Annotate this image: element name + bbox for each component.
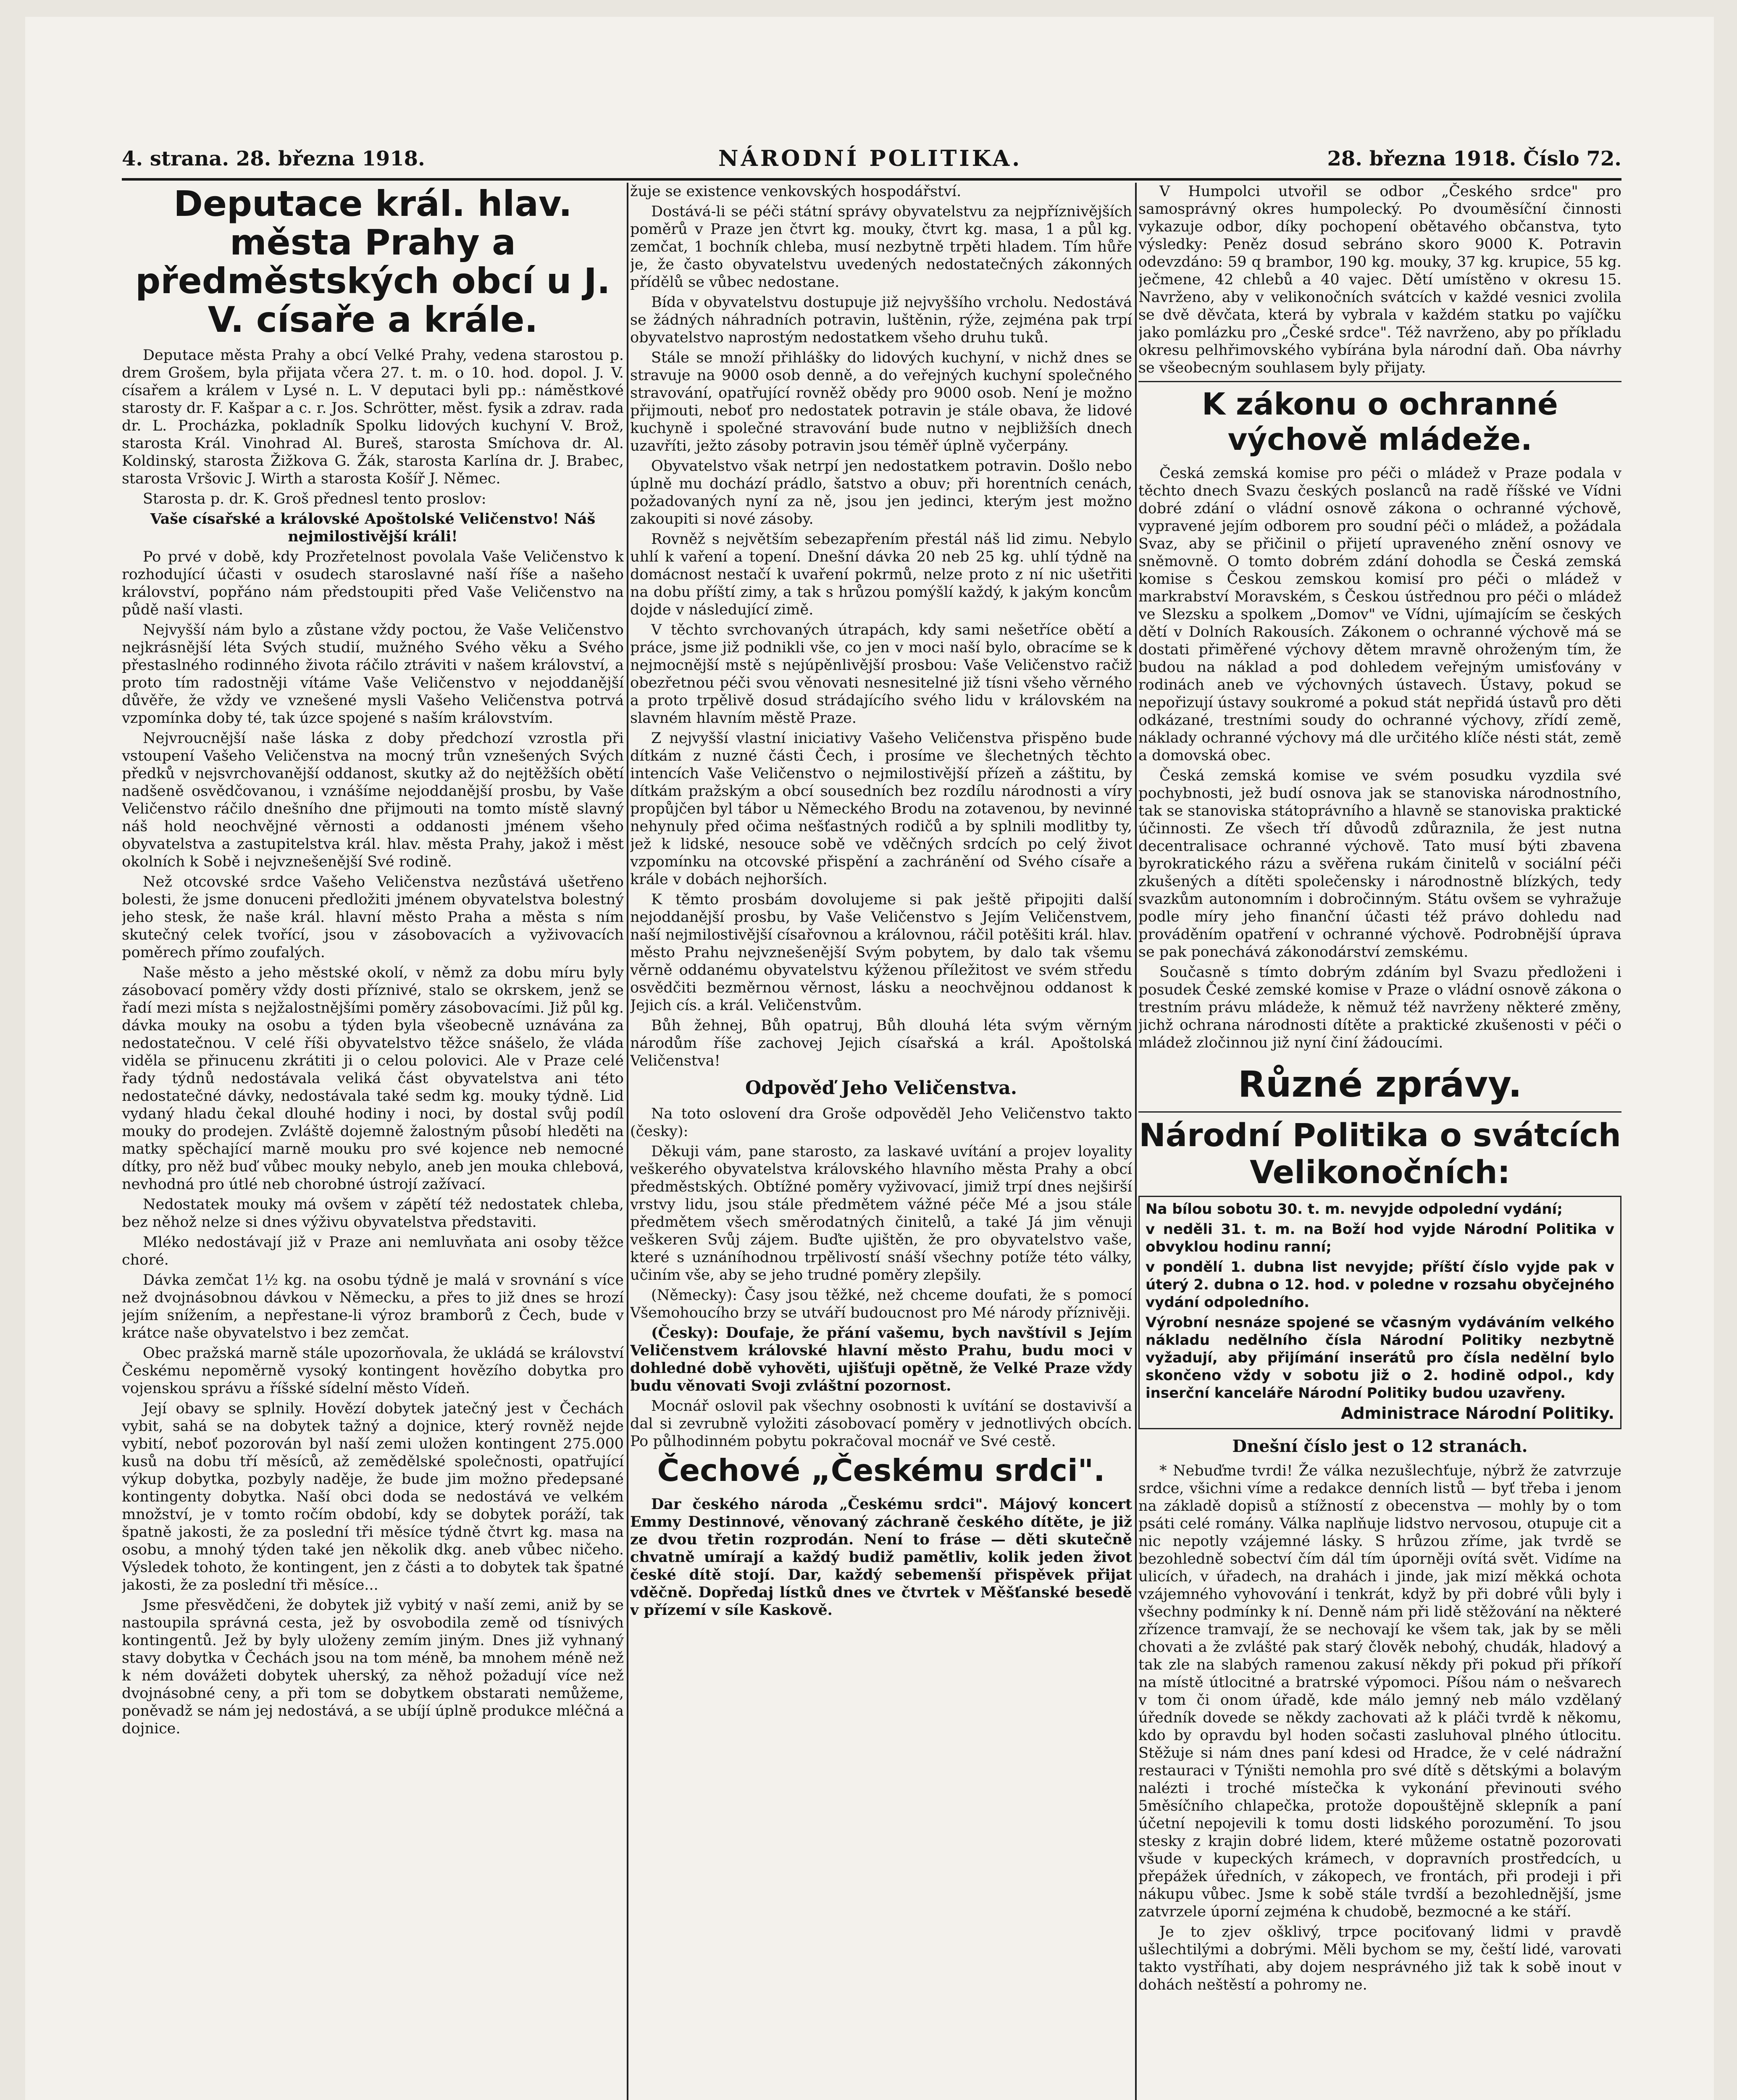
article-paragraph: Nejvroucnější naše láska z doby předchozí vzrostla při vstoupení Vašeho Veličenstva na mocný trůn vznešených Svých předků v nejsvrchovanější oddanost, skutky až do nejtěžších obětí nadšeně osvědčovanou, i vznášíme nejoddanější prosbu, by Vaše Veličenstvo ráčilo dnešního dne přijmouti na tomto místě slavný náš hold neochvějné věrnosti a oddanosti jménem všeho obyvatelstva a zastupitelstva král. hlav. města Prahy, jakož i měst okolních k Sobě i nejvznešenější Své rodině. xyxy=(122,730,624,870)
section-rule xyxy=(1138,1111,1621,1113)
page-count-note: Dnešní číslo jest o 12 stranách. xyxy=(1232,1436,1528,1456)
salutation: Vaše císařské a královské Apoštolské Veličenstvo! Náš nejmilostivější králi! xyxy=(150,510,596,545)
easter-notice-box xyxy=(1138,1196,1621,1429)
column-2 xyxy=(630,183,1132,2100)
article-paragraph: Starosta p. dr. K. Groš přednesl tento proslov: xyxy=(143,491,486,507)
article-paragraph: Dar českého národa „Českému srdci". Májový koncert Emmy Destinnové, věnovaný záchraně českého dítěte, je již ze dvou třetin rozprodán. Není to fráse — děti skutečně chvatně umírají a každý budiž pamětliv, kolik jeden život české dítě stojí. Dar, každý sebemenší přispěvek přijat vděčně. Dopředaj lístků dnes ve čtvrtek v Měšťanské besedě v přízemí v síle Kaskově. xyxy=(630,1496,1132,1619)
article-paragraph: Obec pražská marně stále upozorňovala, že ukládá se království Českému nepoměrně vysoký kontingent hovězího dobytka pro vojenskou správu a říšské sídelní město Vídeň. xyxy=(122,1345,624,1397)
column-3 xyxy=(1138,183,1621,2100)
notice-line: v pondělí 1. dubna list nevyjde; příští číslo vyjde pak v úterý 2. dubna o 12. hod. v poledne v rozsahu obyčejného vydání odpoledního. xyxy=(1146,1259,1614,1311)
notice-signature: Administrace Národní Politiky. xyxy=(1341,1404,1614,1423)
article-paragraph: Česká zemská komise pro péči o mládež v Praze podala v těchto dnech Svazu českých poslanců na radě říšské ve Vídni dobré zdání o vládní osnově zákona o ochranné výchově, vypravené jejím odborem pro soudní péči o mládež, a požádala Svaz, aby se přičinil o přijetí upraveného znění osnovy ve sněmovně. O tomto dobrém zdání dohodla se Česká zemská komise s Českou zemskou komisí pro péči o mládež v markrabství Moravském, s Českou ústřednou pro péči o mládež ve Slezsku a spolkem „Domov" ve Vídni, ujímajícím se českých dětí v Dolních Rakousích. Zákonem o ochranné výchově má se dostati přiměřené výchovy dětem mravně ohroženým tím, že budou na náklad a pod dohledem veřejným umisťovány v rodinách aneb ve výchovných ústavech. Ústavy, pokud se nepořizují ústavy soukromé a pokud stát nepřidá ústavů pro děti odkázané, trestními soudy do ochranné výchovy, zřídí země, náklady ochranné výchovy má dle určitého klíče nésti stát, země a domovská obec. xyxy=(1138,465,1621,764)
reply-subheading: Odpověď Jeho Veličenstva. xyxy=(745,1077,1017,1099)
column-1 xyxy=(122,183,624,2100)
article-paragraph: * Nebuďme tvrdi! Že válka nezušlechťuje, nýbrž že zatvrzuje srdce, všichni víme a redakce denních listů — byť třeba i jenom na základě dopisů a stížností z obecenstva — mohly by o tom psáti celé romány. Válka naplňuje lidstvo nervosou, otupuje cit a nic nepotly vzájemné lásky. S hrůzou zříme, jak tvrdě se bezohledně sobectví čím dál tím úporněji ovítá svět. Vidíme na ulicích, v úřadech, na drahách i jinde, jak mizí měkká ochota vzájemného vyhovování i tenkrát, když by při dobré vůli byly i všechny podmínky k ní. Denně nám při lidě stěžování na některé zřízence tramvají, že se nechovají ke všem tak, jak by se měli chovati a že zvlášté pak starý člověk nebohý, chudák, hladový a tak zle na slabých ramenou zakusí někdy při pokud při příkoří na místě útlocitné a bratrské výpomoci. Píšou nám o nešvarech v tom či onom úřadě, kde málo jemný neb málo vzdělaný úředník dovede se někdy zachovati až k pláči tvrdě k někomu, kdo by opravdu byl hoden sočasti zasluhoval plného útlocitu. Stěžuje si nám dnes paní kdesi od Hradce, že v celé nádražní restauraci v Týništi nemohla pro své dítě s dětskými a bolavým nalézti i troché místečka k vykonání převinouti svého 5měsíčního chlapečka, protože dopouštějně sklepník a paní účetní nepojevili k tomu dosti lidského porozumění. To jsou stesky z krajin dobré lidem, které můžeme ostatně pozorovati všude v kupeckých krámech, v dopravních prostředcích, u přepážek úředních, v zákopech, ve frontách, při prodeji i při nákupu vůbec. Jsme k sobě stále tvrdší a bezohlednější, jsme zatvrzele úporní zejména k chudobě, bezmocné a ke stáří. xyxy=(1138,1462,1621,1920)
article-paragraph: Česká zemská komise ve svém posudku vyzdila své pochybnosti, jež budí osnova jak se stanoviska národnostního, tak se stanoviska státoprávního a hlavně se stanoviska praktické účinnosti. Ze všech tří důvodů zdůraznila, že jest nutna decentralisace ochranné výchově. Tato musí býti zbavena byrokratického rázu a svěřena rukám činitelů v sociální péči zkušených a dítěti společensky i národnostně blízkých, tedy svazkům autonomním i dobročinným. Státu ovšem se vyhražuje podle míry jeho finanční účasti též právo dohledu nad prováděním opatření v ochranné výchově. Podrobnější úprava se pak ponechává zákonodárství zemskému. xyxy=(1138,767,1621,961)
article-paragraph: Bída v obyvatelstvu dostupuje již nejvyššího vrcholu. Nedostává se žádných náhradních potravin, luštěnin, rýže, zejména pak trpí obyvatelstvo naprostým nedostatkem všeho druhu tuků. xyxy=(630,294,1132,346)
article-paragraph: Bůh žehnej, Bůh opatruj, Bůh dlouhá léta svým věrným národům říše zachovej Jejich císařská a král. Apoštolská Veličenstva! xyxy=(630,1017,1132,1069)
youth-law-headline: K zákonu o ochranné výchově mládeže. xyxy=(1202,386,1558,457)
section-rule xyxy=(1138,381,1621,382)
notice-line: v neděli 31. t. m. na Boží hod vyjde Národní Politika v obvyklou hodinu ranní; xyxy=(1146,1221,1614,1255)
article-paragraph: Než otcovské srdce Vašeho Veličenstva nezůstává ušetřeno bolesti, že jsme donuceni předložiti jménem obyvatelstva bolestný jeho stesk, že naše král. hlavní město Praha a města s ním skutečný celek tvořící, jsou v zásobovacích a vyživovacích poměrech přímo zoufalých. xyxy=(122,874,624,961)
czech-heart-headline: Čechové „Českému srdci". xyxy=(657,1453,1105,1488)
article-paragraph: Deputace města Prahy a obcí Velké Prahy, vedena starostou p. drem Grošem, byla přijata včera 27. t. m. o 10. hod. dopol. J. V. císařem a králem v Lysé n. L. V deputaci byli pp.: náměstkové starosty dr. F. Kašpar a c. r. Jos. Schrötter, měst. fysik a zdrav. rada dr. L. Procházka, pokladník Spolku lidových kuchyní V. Brož, starosta Král. Vinohrad Al. Bureš, starosta Smíchova dr. Al. Koldinský, starosta Žižkova G. Žák, starosta Karlína dr. J. Brabec, starosta Vršovic J. Wirth a starosta Košíř J. Němec. xyxy=(122,347,624,487)
column-separator xyxy=(1135,183,1137,2100)
article-paragraph: Jsme přesvědčeni, že dobytek již vybitý v naší zemi, aniž by se nastoupila správná cesta, jež by osvobodila země od tísnivých kontingentů. Jež by byly uloženy zemím jiným. Dnes již vyhnaný stavy dobytka v Čechách jsou na tom méně, ba mnohem méně než k ném dovážeti dobytek uherský, za něhož požadují více než dvojnásobné ceny, a při tom se dobytkem obstarati nemůžeme, poněvadž se nám jej nedostává, a se ubíjí úplně produkce mléčná a dojnice. xyxy=(122,1597,624,1737)
article-paragraph: V Humpolci utvořil se odbor „Českého srdce" pro samosprávný okres humpolecký. Po dvouměsíční činnosti vykazuje odbor, díky pochopení obětavého občanstva, tyto výsledky: Peněz dosud sebráno skoro 9000 K. Potravin odevzdáno: 59 q brambor, 190 kg. mouky, 37 kg. krupice, 55 kg. ječmene, 42 chlebů a 40 vajec. Dětí umístěno v okresu 15. Navrženo, aby v velikonočních svátcích v každé vesnici zvolila se dvě děvčata, která by vybrala v každém statku po vajíčku jako pomlázku pro „České srdce". Též navrženo, aby po příkladu okresu pelhřimovského vybírána byla národní daň. Oba návrhy se všeobecným souhlasem byly přijaty. xyxy=(1138,183,1621,376)
article-paragraph: Rovněž s největším sebezapřením přestál náš lid zimu. Nebylo uhlí k vaření a topení. Dnešní dávka 20 neb 25 kg. uhlí týdně na domácnost nestačí k uvaření pokrmů, nelze proto z ní nic ušetřiti na dobu příští zimy, a tak s hrůzou pomýšlí každý, k jakým koncům dojde v následující zimě. xyxy=(630,531,1132,618)
article-paragraph: Dávka zemčat 1½ kg. na osobu týdně je malá v srovnání s více než dvojnásobnou dávkou v Německu, a přes to již dnes se hrozí jejím snížením, a nepřestane-li výroz bramborů z Čech, bude v krátce naše obyvatelstvo i bez zemčat. xyxy=(122,1272,624,1341)
notice-line: Na bílou sobotu 30. t. m. nevyjde odpolední vydání; xyxy=(1146,1201,1563,1218)
article-paragraph: K těmto prosbám dovolujeme si pak ještě připojiti další nejoddanější prosbu, by Vaše Veličenstvo s Jejím Veličenstvem, naší nejmilostivější císařovnou a královnou, ráčil potěšiti král. hlav. město Prahu nejvznešenější Svým pobytem, by dalo tak všemu věrně oddanému obyvatelstvu kýženou příležitost ve svém středu osvědčiti bezměrnou věrnost, lásku a neochvějnou oddanost k Jejich cís. a král. Veličenstvům. xyxy=(630,891,1132,1014)
column-separator xyxy=(627,183,628,2100)
article-paragraph: Děkuji vám, pane starosto, za laskavé uvítání a projev loyality veškerého obyvatelstva královského hlavního města Prahy a obcí předměstských. Obtížné poměry vyživovací, jimiž trpí dnes nejširší vrstvy lidu, jsou stále předmětem vážné péče Mé a jsou stále předmětem všech směrodatných činitelů, a také Já jim věnuji veškeren Svůj zájem. Buďte ujištěn, že pro obyvatelstvo vaše, které s uznáníhodnou trpělivostí snáší všechny potíže této války, učiním vše, aby se jeho trudné poměry zlepšily. xyxy=(630,1143,1132,1284)
article-paragraph: žuje se existence venkovských hospodářství. xyxy=(630,183,962,200)
article-paragraph: Současně s tímto dobrým zdáním byl Svazu předloženi i posudek České zemské komise v Praze o vládní osnově zákona o trestním právu mládeže, k němuž též navrženy některé změny, jichž ochrana národnosti dítěte a praktické zkušenosti v péči o mládež zločinnou již nyní činí žádoucími. xyxy=(1138,964,1621,1051)
page-header xyxy=(122,142,1621,176)
article-paragraph: Nedostatek mouky má ovšem v zápětí též nedostatek chleba, bez něhož nelze si dnes výživu obyvatelstva představiti. xyxy=(122,1196,624,1231)
header-right: 28. března 1918. Číslo 72. xyxy=(1327,147,1621,171)
various-news-heading: Různé zprávy. xyxy=(1238,1063,1522,1105)
article-paragraph: Obyvatelstvo však netrpí jen nedostatkem potravin. Došlo nebo úplně mu dochází prádlo, šatstvo a obuv; při horentních cenách, požadovaných nyní za ně, jsou jen jedinci, kterým jest možno zakoupiti si nové zásoby. xyxy=(630,458,1132,528)
article-paragraph: (Česky): Doufaje, že přání vašemu, bych navštívil s Jejím Veličenstvem královské hlavní město Prahu, budu moci v dohledné době vyhověti, ujišťuji opětně, že Velké Praze vždy budu věnovati Svoji zvláštní pozornost. xyxy=(630,1324,1132,1394)
article-paragraph: Naše město a jeho městské okolí, v němž za dobu míru byly zásobovací poměry vždy dosti příznivé, stalo se okrskem, jenž se řadí mezi místa s nejžalostnějšími poměry zásobovacími. Již půl kg. dávka mouky na osobu a týden byla všeobecně uznávána za nedostatečnou. V celé říši obyvatelstvo těžce snášelo, že vláda viděla se přinucenu zkrátiti ji o celou polovici. Ale v Praze celé řady týdnů nedostávala veliká část obyvatelstva ani této nedostatečné dávky, nedostávala také sedm kg. mouky týdně. Lid vydaný hladu čekal dlouhé hodiny i noci, by dostal svůj podíl mouky do prodejen. Zvláště dojemně žalostným působí hleděti na matky spěchající marně mouku pro své kojence neb nemocné dítky, pro něž buď vůbec mouky nebylo, aneb jen mouka chlebová, nevhodná pro útlé neb chorobné ústrojí zažívací. xyxy=(122,964,624,1193)
article-paragraph: Mléko nedostávají již v Praze ani nemluvňata ani osoby těžce choré. xyxy=(122,1234,624,1268)
article-paragraph: (Německy): Časy jsou těžké, než chceme doufati, že s pomocí Všemohoucího brzy se utváří budoucnost pro Mé národy příznivěji. xyxy=(630,1287,1132,1321)
article-paragraph: Dostává-li se péči státní správy obyvatelstvu za nejpříznivějších poměrů v Praze jen čtvrt kg. mouky, čtvrt kg. masa, 1 a půl kg. zemčat, 1 bochník chleba, musí nezbytně trpěti hladem. Tím hůře je, že často obyvatelstvu uvedených nedostatečných zákonných přídělů se vůbec nedostane. xyxy=(630,203,1132,291)
newspaper-page xyxy=(25,17,1714,2100)
deputation-headline: Deputace král. hlav. města Prahy a předměstských obcí u J. V. císaře a krále. xyxy=(135,183,610,340)
article-paragraph: Z nejvyšší vlastní iniciativy Vašeho Veličenstva přispěno bude dítkám z nuzné části Čech, i prosíme ve šlechetných těchto intencích Vaše Veličenstvo o nejmilostivější přízeň a záštitu, by dítkám pražským a obcí sousedních bez rozdílu národnosti a víry propůjčen byl tábor u Německého Brodu na zotavenou, by nevinné nehynuly před očima nešťastných rodičů a by splnili modlitby ty, jež k lidské, nesouce sobě ve vděčných srdcích po celý život vzpomínku na otcovské přispění a zachránění od Svého císaře a krále v dobách nejhorších. xyxy=(630,730,1132,888)
article-paragraph: Její obavy se splnily. Hovězí dobytek jatečný jest v Čechách vybit, sahá se na dobytek tažný a dojnice, který rovněž nejde vybití, neboť pozorován byl naší zemi uložen kontingent 275.000 kusů na dobu tří měsíců, až zemědělské společnosti, opatřující výkup dobytka, pozbyly naděje, že bude jim možno předepsané kontingenty dobytka. Naší obci doda se nedostává ve velkém množství, je v tomto ročím období, kdy se dobytek poráží, tak špatně jakosti, že za poslední tři měsíce týdně čtvrt kg. masa na osobu, a mnohý týden také jen několik dkg. aneb vůbec ničeho. Výsledek tohoto, že kontingent, jen z části a to dobytek tak špatné jakosti, že za poslední tři měsíce... xyxy=(122,1400,624,1593)
header-left: 4. strana. 28. března 1918. xyxy=(122,147,425,171)
article-paragraph: Stále se množí přihlášky do lidových kuchyní, v nichž dnes se stravuje na 9000 osob denně, a do veřejných kuchyní společného stravování, opatřující rovněž obědy pro 9000 osob. Není je možno přijmouti, neboť pro nedostatek potravin je stále obava, že lidové kuchyně i společné stravování bude nutno v nejbližších dnech uzavříti, ježto zásoby potravin jsou téměř úplně vyčerpány. xyxy=(630,349,1132,454)
masthead-title: NÁRODNÍ POLITIKA. xyxy=(718,146,1022,171)
article-paragraph: Je to zjev ošklivý, trpce pociťovaný lidmi v pravdě ušlechtilými a dobrými. Měli bychom se my, čeští lidé, varovati takto vystříhati, aby dojem nesprávného již tak k sobě inout v dohách neštěstí a pohromy ne. xyxy=(1138,1924,1621,1993)
article-paragraph: Mocnář oslovil pak všechny osobnosti k uvítání se dostavivší a dal si zevrubně vyložiti zásobovací poměry v jednotlivých obcích. Po půlhodinném pobytu pokračoval mocnář ve Své cestě. xyxy=(630,1398,1132,1450)
article-paragraph: V těchto svrchovaných útrapách, kdy sami nešetříce obětí a práce, jsme již podnikli vše, co jen v moci naší bylo, obracíme se k nejmocnější mstě s nejúpěnlivější prosbou: Vaše Veličenstvo račiž obezřetnou péči svou věnovati nesnesitelné již tísni všeho věrného a proto trpělivě dosud strádajícího svého lidu v královském na slavném hlavním městě Praze. xyxy=(630,622,1132,727)
header-rule xyxy=(122,178,1621,181)
article-paragraph: Nejvyšší nám bylo a zůstane vždy poctou, že Vaše Veličenstvo nejkrásnější léta Svých studií, mužného Svého věku a Svého přestaslného rodinného života ráčilo ztráviti v našem království, a proto tím radostněji vítáme Vaše Veličenstvo v nejoddanější důvěře, že vždy ve vznešené mysli Vašeho Veličenstva potrvá vzpomínka doby té, tak úzce spojené s naším královstvím. xyxy=(122,622,624,727)
notice-line: Výrobní nesnáze spojené se včasným vydáváním velkého nákladu nedělního čísla Národní Politiky nezbytně vyžadují, aby přijímání inserátů pro čísla nedělní bylo skončeno vždy v sobotu již o 2. hodině odpol., kdy inserční kanceláře Národní Politiky budou uzavřeny. xyxy=(1146,1314,1614,1402)
easter-notice-title: Národní Politika o svátcích Velikonočních: xyxy=(1139,1116,1621,1191)
article-paragraph: Po prvé v době, kdy Prozřetelnost povolala Vaše Veličenstvo k rozhodující účasti v osudech staroslavné naší říše a našeho království, popřáno nám předstoupiti před Vaše Veličenstvo na půdě naší vlasti. xyxy=(122,549,624,618)
article-paragraph: Na toto oslovení dra Groše odpověděl Jeho Veličenstvo takto (česky): xyxy=(630,1105,1132,1140)
